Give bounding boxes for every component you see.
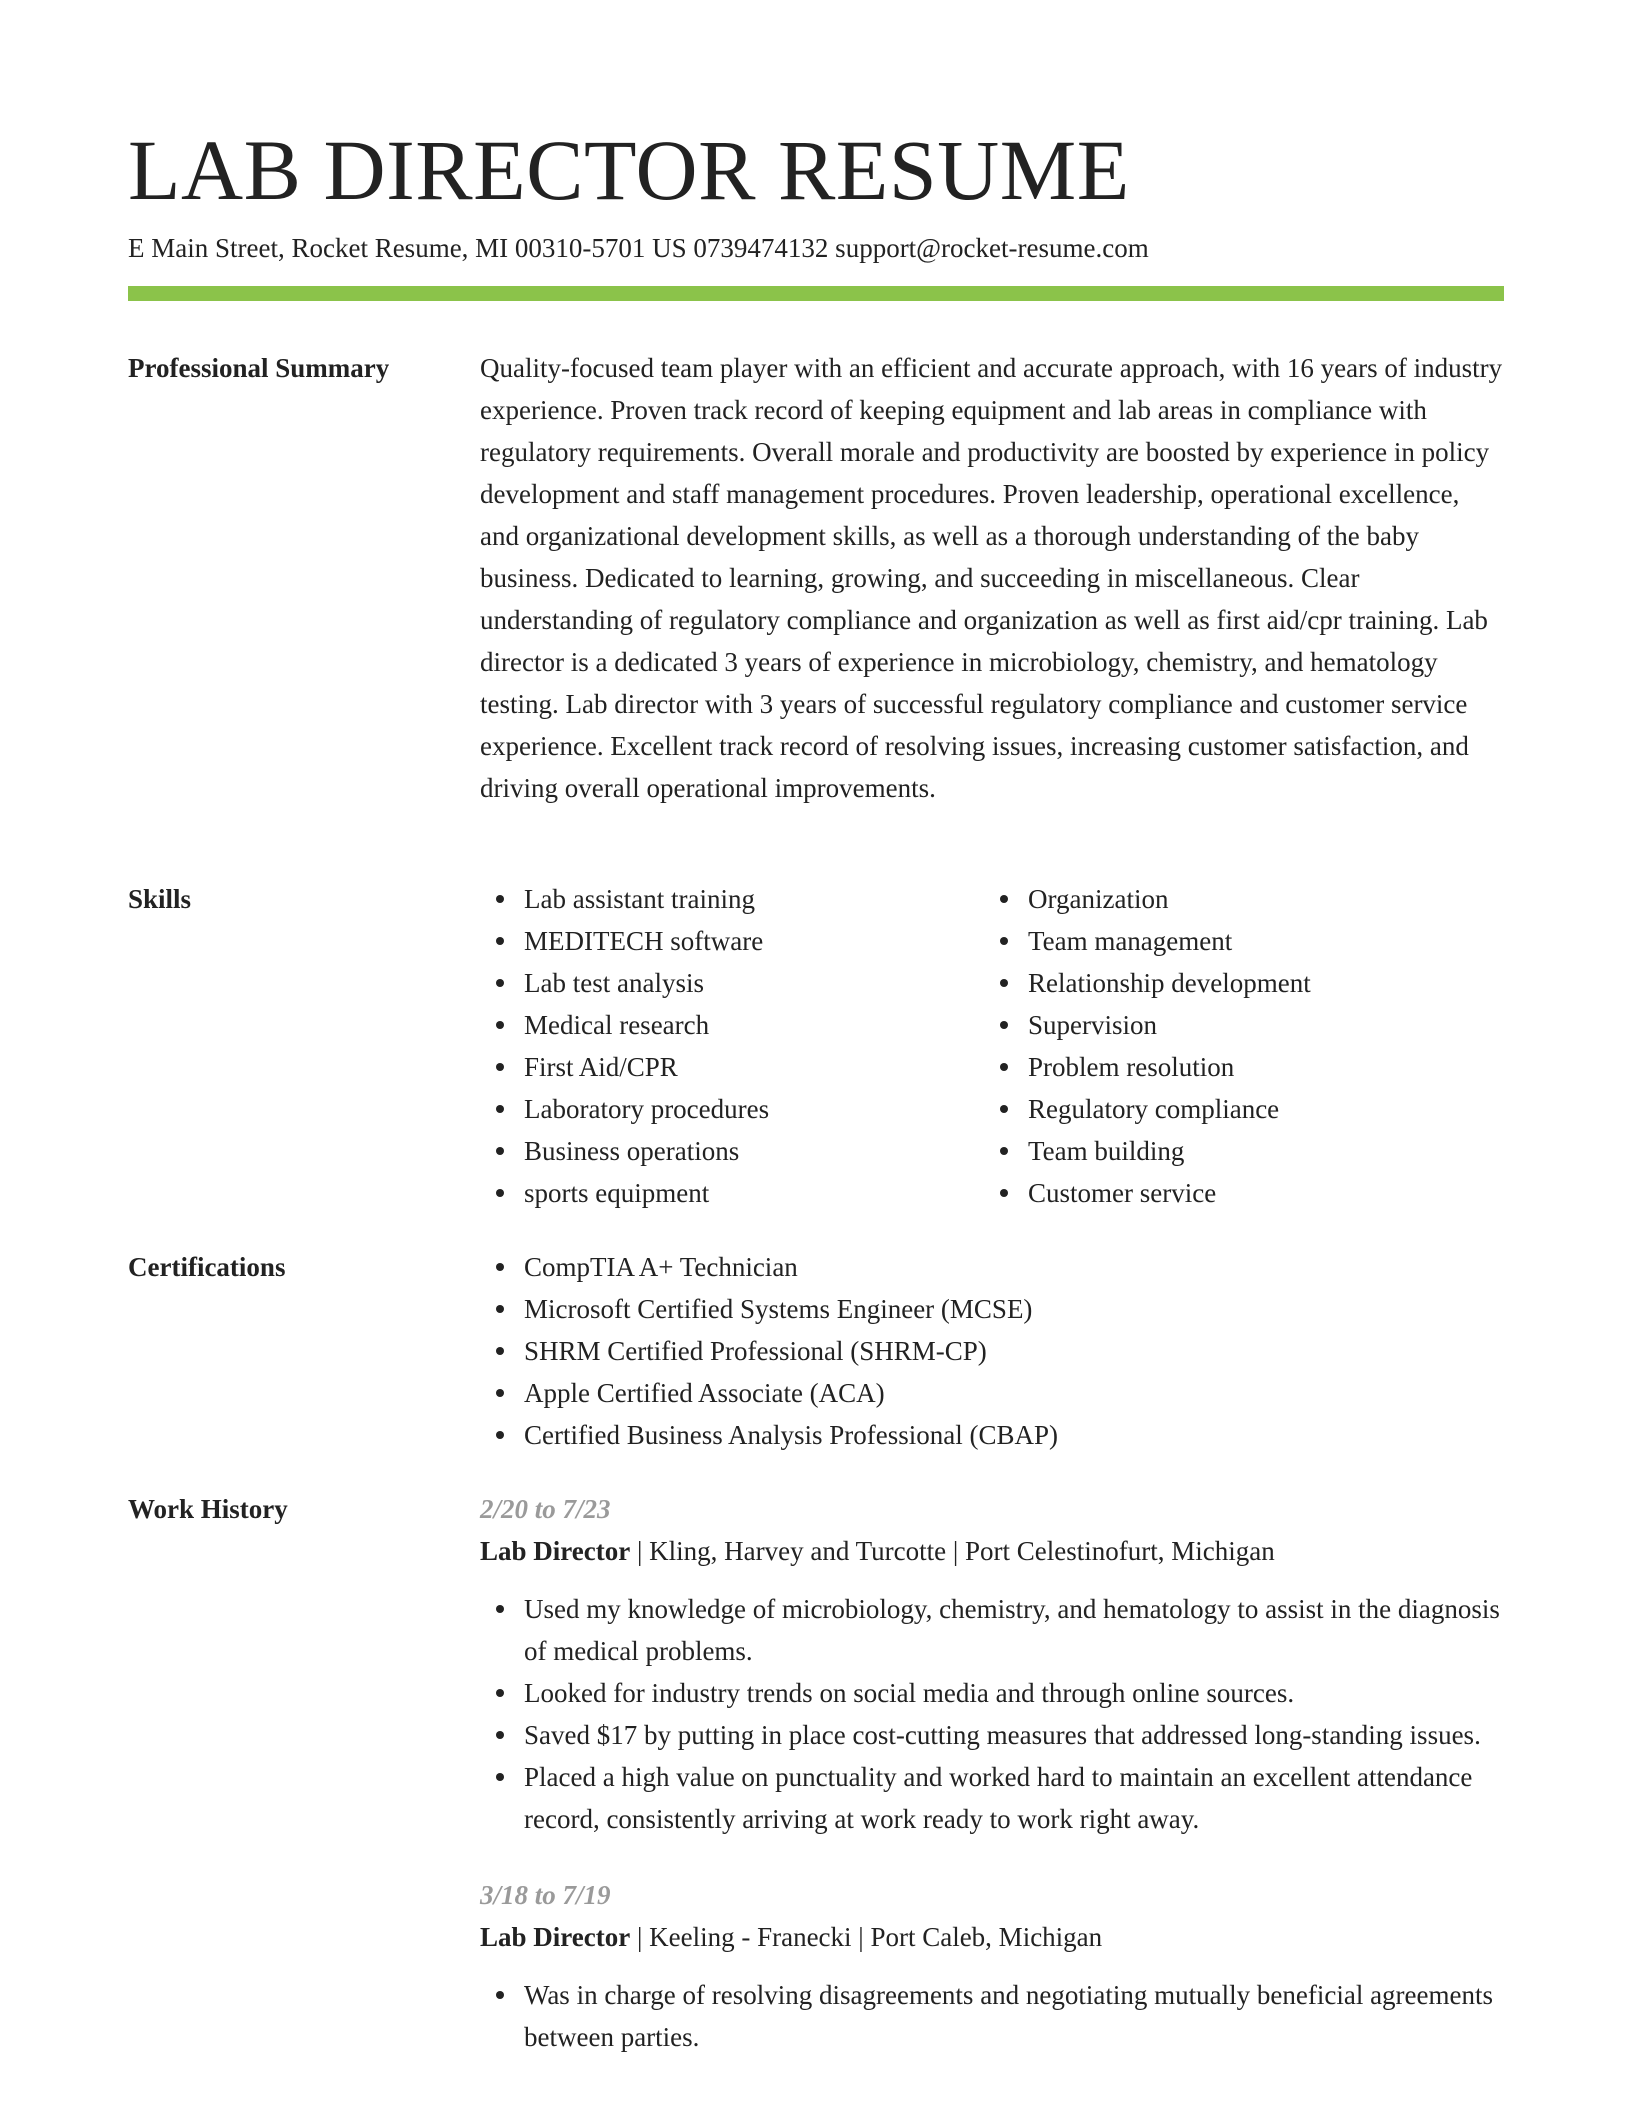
skill-label: Medical research — [524, 1010, 710, 1040]
bullet-icon — [496, 1689, 504, 1697]
skills-body — [480, 878, 1504, 1214]
certifications-body — [480, 1246, 1504, 1456]
duty-text: Placed a high value on punctuality and worked hard to maintain an excellent attendance record, consistently arriving at work ready to work right away. — [524, 1762, 1473, 1834]
job-title-line — [480, 1916, 1504, 1958]
bullet-icon — [1000, 1063, 1008, 1071]
bullet-icon — [1000, 1189, 1008, 1197]
work-history-heading: Work History — [128, 1494, 288, 1524]
duty-text: Looked for industry trends on social media and through online sources. — [524, 1678, 1295, 1708]
bullet-icon — [496, 1773, 504, 1781]
skill-label: Team building — [1028, 1136, 1185, 1166]
list-item — [480, 1372, 1504, 1414]
skills-heading: Skills — [128, 884, 192, 914]
list-item — [480, 1330, 1504, 1372]
job-role: Lab Director — [480, 1922, 631, 1952]
list-item — [480, 1756, 1504, 1840]
certification-label: Apple Certified Associate (ACA) — [524, 1378, 885, 1408]
list-item — [480, 878, 984, 920]
skill-label: Lab test analysis — [524, 968, 704, 998]
skills-list-left — [480, 878, 984, 1214]
list-item — [984, 1046, 1488, 1088]
job-role: Lab Director — [480, 1536, 631, 1566]
job-title-line — [480, 1530, 1504, 1572]
accent-divider — [128, 286, 1504, 301]
list-item — [480, 1130, 984, 1172]
skill-label: Business operations — [524, 1136, 740, 1166]
list-item — [984, 878, 1488, 920]
list-item — [480, 1588, 1504, 1672]
certification-label: SHRM Certified Professional (SHRM-CP) — [524, 1336, 987, 1366]
bullet-icon — [496, 1431, 504, 1439]
summary-text: Quality-focused team player with an efficient and accurate approach, with 16 years of industry experience. Proven track record of keeping equipment and lab areas in compliance with regulatory requirements. Overall morale and productivity are boosted by experience in policy development and staff management procedures. Proven leadership, operational excellence, and organizational development skills, as well as a thorough understanding of the baby business. Dedicated to learning, growing, and succeeding in miscellaneous. Clear understanding of regulatory compliance and organization as well as first aid/cpr training. Lab director is a dedicated 3 years of experience in microbiology, chemistry, and hematology testing. Lab director with 3 years of successful regulatory compliance and customer service experience. Excellent track record of resolving issues, increasing customer satisfaction, and driving overall operational improvements. — [480, 353, 1503, 803]
bullet-icon — [496, 1605, 504, 1613]
skill-label: Organization — [1028, 884, 1169, 914]
work-history-body — [480, 1488, 1504, 2058]
skill-label: Relationship development — [1028, 968, 1311, 998]
certification-label: CompTIA A+ Technician — [524, 1252, 798, 1282]
list-item — [984, 920, 1488, 962]
duty-text: Saved $17 by putting in place cost-cutting measures that addressed long-standing issues. — [524, 1720, 1481, 1750]
bullet-icon — [1000, 1147, 1008, 1155]
job-duties-list — [480, 1974, 1504, 2058]
duty-text: Was in charge of resolving disagreements and negotiating mutually beneficial agreements between parties. — [524, 1980, 1494, 2052]
bullet-icon — [496, 937, 504, 945]
bullet-icon — [496, 1105, 504, 1113]
list-item — [984, 1004, 1488, 1046]
bullet-icon — [1000, 1105, 1008, 1113]
list-item — [480, 1088, 984, 1130]
certification-label: Certified Business Analysis Professional (CBAP) — [524, 1420, 1058, 1450]
list-item — [480, 1004, 984, 1046]
certifications-heading: Certifications — [128, 1252, 286, 1282]
resume-title: LAB DIRECTOR RESUME — [128, 122, 1130, 218]
list-item — [480, 1974, 1504, 2058]
certification-label: Microsoft Certified Systems Engineer (MCSE) — [524, 1294, 1033, 1324]
bullet-icon — [496, 1263, 504, 1271]
job-dates: 3/18 to 7/19 — [480, 1880, 611, 1910]
skills-list-right — [984, 878, 1488, 1214]
job-employer: | Kling, Harvey and Turcotte | Port Celestinofurt, Michigan — [630, 1536, 1275, 1566]
duty-text: Used my knowledge of microbiology, chemistry, and hematology to assist in the diagnosis of medical problems. — [524, 1594, 1500, 1666]
summary-body — [480, 347, 1504, 809]
list-item — [480, 920, 984, 962]
list-item — [480, 1714, 1504, 1756]
bullet-icon — [1000, 895, 1008, 903]
list-item — [984, 1172, 1488, 1214]
job-entry — [480, 1488, 1504, 1840]
bullet-icon — [496, 1389, 504, 1397]
skill-label: Regulatory compliance — [1028, 1094, 1280, 1124]
skill-label: Supervision — [1028, 1010, 1158, 1040]
list-item — [480, 1288, 1504, 1330]
job-duties-list — [480, 1588, 1504, 1840]
bullet-icon — [496, 1731, 504, 1739]
bullet-icon — [496, 895, 504, 903]
skill-label: Laboratory procedures — [524, 1094, 770, 1124]
list-item — [480, 1046, 984, 1088]
skill-label: Team management — [1028, 926, 1233, 956]
bullet-icon — [496, 1991, 504, 1999]
list-item — [984, 1088, 1488, 1130]
list-item — [984, 962, 1488, 1004]
contact-info: E Main Street, Rocket Resume, MI 00310-5701 US 0739474132 support@rocket-resume.com — [128, 233, 1149, 263]
job-entry — [480, 1874, 1504, 2058]
bullet-icon — [496, 1021, 504, 1029]
bullet-icon — [1000, 979, 1008, 987]
list-item — [480, 1672, 1504, 1714]
bullet-icon — [496, 1063, 504, 1071]
skill-label: First Aid/CPR — [524, 1052, 678, 1082]
certifications-list — [480, 1246, 1504, 1456]
bullet-icon — [496, 1305, 504, 1313]
bullet-icon — [1000, 937, 1008, 945]
bullet-icon — [496, 979, 504, 987]
list-item — [480, 1172, 984, 1214]
bullet-icon — [496, 1189, 504, 1197]
list-item — [984, 1130, 1488, 1172]
job-dates: 2/20 to 7/23 — [480, 1494, 611, 1524]
list-item — [480, 962, 984, 1004]
skill-label: Customer service — [1028, 1178, 1217, 1208]
bullet-icon — [496, 1347, 504, 1355]
bullet-icon — [496, 1147, 504, 1155]
skill-label: MEDITECH software — [524, 926, 764, 956]
list-item — [480, 1246, 1504, 1288]
skill-label: Problem resolution — [1028, 1052, 1235, 1082]
skill-label: Lab assistant training — [524, 884, 755, 914]
bullet-icon — [1000, 1021, 1008, 1029]
summary-heading: Professional Summary — [128, 353, 390, 383]
list-item — [480, 1414, 1504, 1456]
skill-label: sports equipment — [524, 1178, 710, 1208]
job-employer: | Keeling - Franecki | Port Caleb, Michigan — [630, 1922, 1103, 1952]
